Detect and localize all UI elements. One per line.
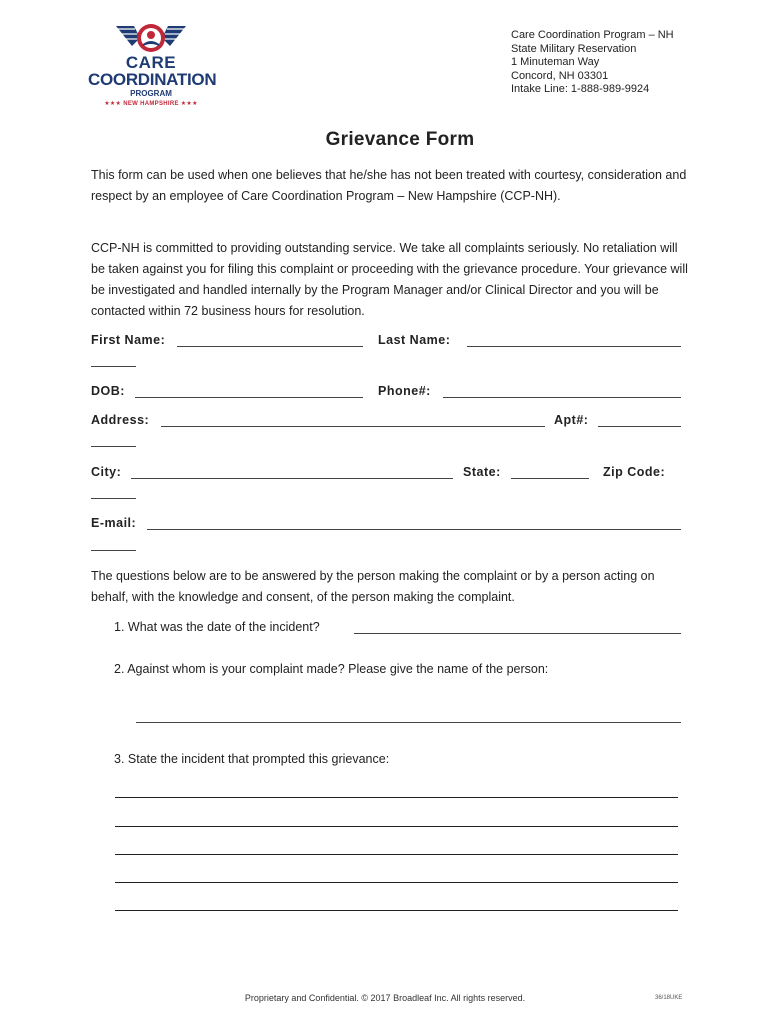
first-name-label: First Name: [91,333,166,347]
city-label: City: [91,465,122,479]
zip-code-label: Zip Code: [603,465,666,479]
logo-text-care: CARE [125,53,177,72]
incident-description-line[interactable] [115,882,678,883]
address-row [91,413,681,433]
logo-text-state: ★★★ NEW HAMPSHIRE ★★★ [104,101,198,107]
logo-text-program: PROGRAM [130,89,172,98]
last-name-field[interactable] [467,346,681,347]
address-field[interactable] [161,426,545,427]
dob-field[interactable] [135,397,363,398]
footer-copyright: Proprietary and Confidential. © 2017 Broadleaf Inc. All rights reserved. [244,993,526,1003]
dob-label: DOB: [91,384,125,398]
email-field-continued[interactable] [91,550,136,551]
intro-paragraph-2: CCP-NH is committed to providing outstanding service. We take all complaints seriously. No retaliation will be taken against you for filing this complaint or proceeding with the grievance procedure. Your grievance will be investigated and handled internally by the Program Manager and/or Clinical Director and you will be contacted within 72 business hours for resolution. [91,241,688,318]
zip-code-field[interactable] [91,498,136,499]
address-label: Address: [91,413,150,427]
email-label: E-mail: [91,516,137,530]
email-row [91,516,681,536]
question-2: 2. Against whom is your complaint made? Please give the name of the person: [114,662,549,676]
intake-line: Intake Line: 1-888-989-9924 [511,83,650,96]
questions-intro: The questions below are to be answered by the person making the complaint or by a person acting on behalf, with the knowledge and consent, of the person making the complaint. [91,569,655,604]
question-3: 3. State the incident that prompted this grievance: [114,752,390,766]
question-1: 1. What was the date of the incident? [114,620,320,634]
phone-field[interactable] [443,397,681,398]
dob-phone-row [91,384,681,404]
incident-description-line[interactable] [115,797,678,798]
program-address [511,29,674,97]
last-name-label: Last Name: [378,333,451,347]
city-field[interactable] [131,478,453,479]
incident-description-line[interactable] [115,826,678,827]
incident-date-field[interactable] [354,633,681,634]
apt-field-continued[interactable] [91,446,136,447]
address-line: Concord, NH 03301 [511,69,609,82]
address-line: State Military Reservation [511,42,637,55]
last-name-field-continued[interactable] [91,366,136,367]
email-field[interactable] [147,529,681,530]
page-title: Grievance Form [325,129,475,150]
footer-code: 36/18UKE [655,995,683,1001]
incident-description-line[interactable] [115,854,678,855]
apt-label: Apt#: [554,413,589,427]
apt-field[interactable] [598,426,681,427]
phone-label: Phone#: [378,384,431,398]
address-line: Care Coordination Program – NH [511,29,674,41]
intro-paragraph-1: This form can be used when one believes that he/she has not been treated with courtesy, consideration and respect by an employee of Care Coordination Program – New Hampshire (CCP-NH). [91,168,687,203]
state-field[interactable] [511,478,589,479]
first-name-field[interactable] [177,346,363,347]
name-row [91,333,681,353]
program-logo [88,20,217,116]
logo-text-coordination: COORDINATION [88,70,217,89]
incident-description-line[interactable] [115,910,678,911]
address-line: 1 Minuteman Way [511,56,600,69]
state-label: State: [463,465,501,479]
city-state-zip-row [91,465,681,485]
complaint-against-field[interactable] [136,722,681,723]
